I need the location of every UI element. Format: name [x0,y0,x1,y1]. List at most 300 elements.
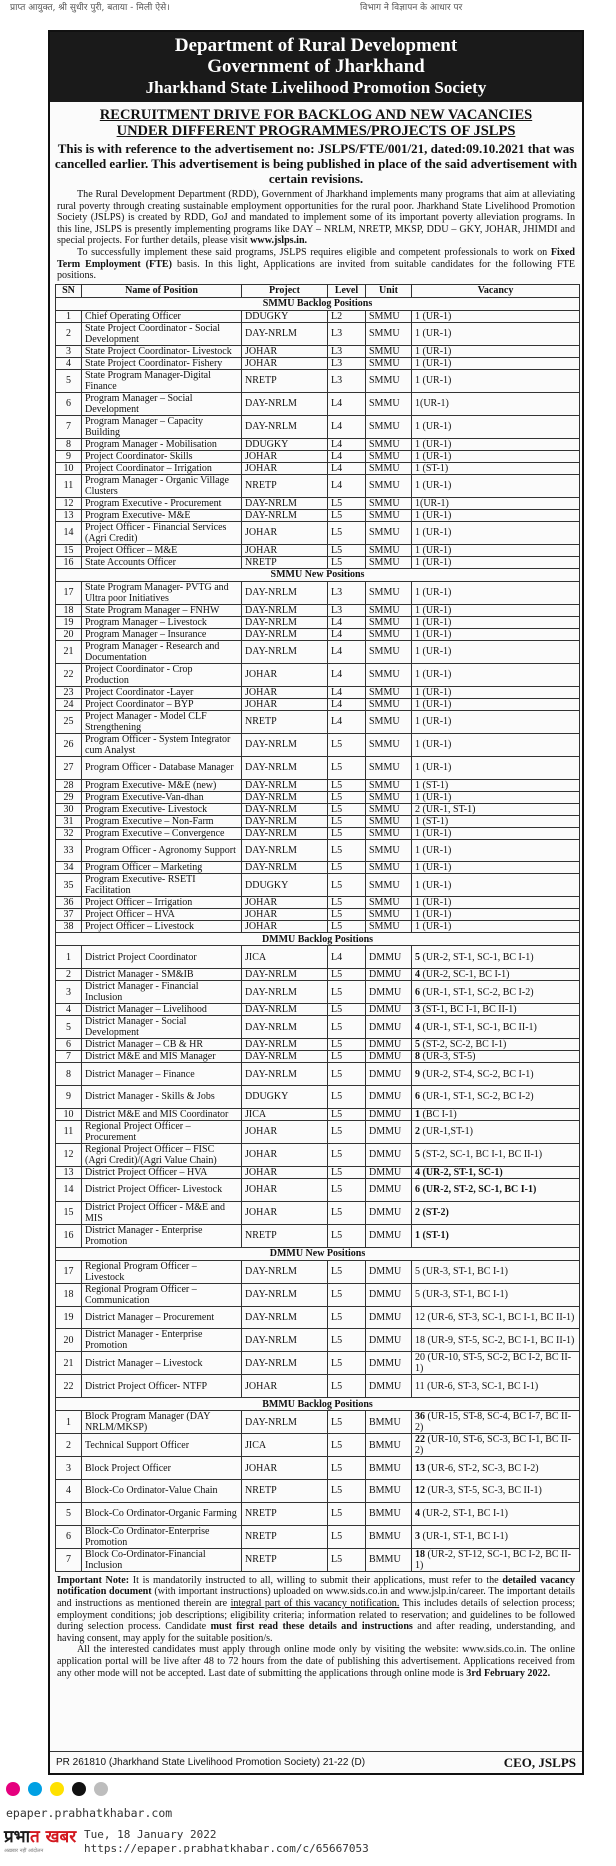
table-row [56,1201,580,1224]
vacancy-cell: 6 (UR-1, ST-1, SC-2, BC I-2) [412,981,580,1004]
project-cell: NRETP [242,1525,328,1548]
unit-cell: SMMU [366,521,412,544]
project-cell: NRETP [242,710,328,733]
table-row [56,909,580,921]
unit-cell: SMMU [366,509,412,521]
level-cell: L5 [328,874,366,897]
sn-cell: 7 [56,1051,82,1063]
signatory: CEO, JSLPS [503,1754,576,1770]
level-cell: L5 [328,921,366,933]
position-cell: Project Manager - Model CLF Strengthening [82,710,242,733]
sn-cell: 19 [56,1306,82,1329]
pr-number: PR 261810 (Jharkhand State Livelihood Promotion Society) 21-22 (D) [56,1757,366,1768]
note-paragraph-2: All the interested candidates must apply through online mode only by visiting the website: www.sids.co.in. The online application portal will be live after 48 to 72 hours from the date of publishing this advertisement. Applications received from any other mode will not be accepted. Last date of submitting the applications through online mode is 3rd February 2022. [57,1644,575,1679]
project-cell: JOHAR [242,544,328,556]
vacancy-cell: 12 (UR-3, ST-5, SC-3, BC II-1) [412,1480,580,1503]
level-cell: L5 [328,1283,366,1306]
position-cell: Block-Co Ordinator-Organic Farming [82,1502,242,1525]
vacancy-cell: 1(UR-1) [412,497,580,509]
color-registration-dots [6,1782,108,1796]
sn-cell: 18 [56,1283,82,1306]
position-cell: Program Executive – Non-Farm [82,815,242,827]
sn-cell: 4 [56,1480,82,1503]
project-cell: NRETP [242,1480,328,1503]
table-row [56,509,580,521]
unit-cell: SMMU [366,710,412,733]
table-row [56,839,580,862]
unit-cell: SMMU [366,310,412,322]
sn-cell: 25 [56,710,82,733]
cyan-dot [28,1782,42,1796]
vacancy-cell: 1 (UR-1) [412,791,580,803]
position-cell: Program Manager – Livestock [82,616,242,628]
sn-cell: 29 [56,791,82,803]
project-cell: DAY-NRLM [242,779,328,791]
note-paragraph-1: Important Note: It is mandatorily instructed to all, willing to submit their applications, must refer to the detailed vacancy notification document (with important instructions) uploaded on www.sids.co.in and www.jslp.in/career. The important details and instructions as mentioned therein are integral part of this vacancy notification. This includes details of selection process; employment conditions; job descriptions; eligibility criteria; information related to reservation; and guidelines to be followed during selection process. Candidate must first read these details and instructions and after reading, understanding, and having consent, may apply for the suitable position/s. [57,1574,576,1644]
position-cell: Chief Operating Officer [82,310,242,322]
project-cell: JICA [242,1108,328,1120]
sn-cell: 6 [56,1039,82,1051]
project-cell: DAY-NRLM [242,1283,328,1306]
table-row [56,1283,580,1306]
table-row [56,497,580,509]
position-cell: District Manager - Financial Inclusion [82,981,242,1004]
vacancy-cell: 1 (UR-1) [412,310,580,322]
section-title: DMMU New Positions [56,1247,580,1260]
logo-text: प्रभात खबर [4,1827,77,1847]
intro-paragraph-1: The Rural Development Department (RDD), Government of Jharkhand implements many programs that aim at alleviating rural poverty through creating sustainable employment opportunities for the rural poor. Jharkhand State Livelihood Promotion Society (JSLPS) is created by RDD, GoJ and mandated to implement some of its important poverty alleviation programs. In this line, JSLPS is presently implementing programs like DAY – NRLM, NRETP, MKSP, DDU – GKY, JOHAR, JHIMDI and special projects. For further details, please visit www.jslps.in. [57,189,575,247]
level-cell: L3 [328,581,366,604]
level-cell: L5 [328,815,366,827]
vacancy-cell: 1 (ST-1) [412,779,580,791]
unit-cell: SMMU [366,779,412,791]
level-cell: L5 [328,1306,366,1329]
position-cell: District M&E and MIS Coordinator [82,1108,242,1120]
sn-cell: 20 [56,1329,82,1352]
level-cell: L5 [328,791,366,803]
unit-cell: DMMU [366,981,412,1004]
level-cell: L5 [328,1166,366,1178]
table-row [56,556,580,568]
col-header: Level [328,284,366,297]
unit-cell: SMMU [366,640,412,663]
table-row [56,628,580,640]
section-title: BMMU Backlog Positions [56,1398,580,1411]
level-cell: L5 [328,1108,366,1120]
table-row [56,581,580,604]
level-cell: L5 [328,556,366,568]
logo-tagline: अख़बार नहीं आंदोलन [4,1848,44,1854]
vacancy-cell: 1 (UR-1) [412,698,580,710]
vacancy-cell: 1 (UR-1) [412,581,580,604]
unit-cell: DMMU [366,1329,412,1352]
level-cell: L5 [328,839,366,862]
unit-cell: SMMU [366,345,412,357]
position-cell: Project Coordinator- Skills [82,450,242,462]
unit-cell: SMMU [366,628,412,640]
project-cell: DAY-NRLM [242,1063,328,1086]
unit-cell: DMMU [366,1178,412,1201]
vacancy-cell: 3 (UR-1, ST-1, BC I-1) [412,1525,580,1548]
position-cell: State Program Manager – FNHW [82,604,242,616]
vacancy-table [55,284,580,1572]
section-header [56,297,580,310]
table-row [56,310,580,322]
unit-cell: SMMU [366,497,412,509]
project-cell: DAY-NRLM [242,862,328,874]
table-header-row [56,284,580,297]
table-row [56,1480,580,1503]
top-strip-left: प्राप्त आयुक्त, श्री सुधीर पुरी, बताया - मिली ऐसे। [10,3,170,13]
position-cell: State Project Coordinator- Fishery [82,357,242,369]
vacancy-cell: 9 (UR-2, ST-4, SC-2, BC I-1) [412,1063,580,1086]
position-cell: District Project Coordinator [82,946,242,969]
level-cell: L5 [328,1260,366,1283]
position-cell: Regional Program Officer – Livestock [82,1260,242,1283]
project-cell: JOHAR [242,450,328,462]
project-cell: DAY-NRLM [242,616,328,628]
project-cell: NRETP [242,1224,328,1247]
position-cell: Project Coordinator -Layer [82,686,242,698]
project-cell: DAY-NRLM [242,392,328,415]
table-row [56,521,580,544]
project-cell: JOHAR [242,663,328,686]
position-cell: Regional Program Officer – Communication [82,1283,242,1306]
unit-cell: SMMU [366,815,412,827]
vacancy-cell: 1 (UR-1) [412,450,580,462]
sn-cell: 24 [56,698,82,710]
unit-cell: DMMU [366,1108,412,1120]
sn-cell: 14 [56,1178,82,1201]
position-cell: Program Officer – Marketing [82,862,242,874]
level-cell: L5 [328,1039,366,1051]
table-row [56,1085,580,1108]
level-cell: L5 [328,756,366,779]
table-row [56,756,580,779]
level-cell: L4 [328,415,366,438]
table-row [56,345,580,357]
vacancy-cell: 1 (UR-1) [412,663,580,686]
project-cell: JOHAR [242,1166,328,1178]
sn-cell: 1 [56,310,82,322]
unit-cell: BMMU [366,1434,412,1457]
unit-cell: SMMU [366,756,412,779]
epaper-site[interactable]: epaper.prabhatkhabar.com [6,1806,173,1820]
position-cell: Program Executive - Procurement [82,497,242,509]
unit-cell: DMMU [366,1143,412,1166]
sn-cell: 1 [56,946,82,969]
project-cell: JICA [242,946,328,969]
table-row [56,686,580,698]
level-cell: L4 [328,474,366,497]
table-row [56,946,580,969]
project-cell: DAY-NRLM [242,827,328,839]
unit-cell: DMMU [366,1224,412,1247]
magenta-dot [6,1782,20,1796]
table-row [56,462,580,474]
level-cell: L5 [328,544,366,556]
position-cell: District Manager – Finance [82,1063,242,1086]
position-cell: State Project Coordinator - Social Development [82,322,242,345]
level-cell: L5 [328,1502,366,1525]
project-cell: DAY-NRLM [242,1306,328,1329]
project-cell: DAY-NRLM [242,1260,328,1283]
table-row [56,897,580,909]
position-cell: Block-Co Ordinator-Value Chain [82,1480,242,1503]
project-cell: JICA [242,1434,328,1457]
sn-cell: 15 [56,1201,82,1224]
sn-cell: 26 [56,733,82,756]
edition-date: Tue, 18 January 2022 [84,1828,217,1841]
sn-cell: 10 [56,462,82,474]
table-row [56,1051,580,1063]
project-cell: JOHAR [242,1143,328,1166]
position-cell: District Project Officer - M&E and MIS [82,1201,242,1224]
sn-cell: 2 [56,322,82,345]
vacancy-cell: 1 (UR-1) [412,874,580,897]
sn-cell: 6 [56,392,82,415]
vacancy-cell: 1 (UR-1) [412,509,580,521]
unit-cell: SMMU [366,663,412,686]
intro-paragraph-2: To successfully implement these said programs, JSLPS requires eligible and competent professionals to work on Fixed Term Employment (FTE) basis. In this light, Applications are invited from suitable candidates for the following FTE positions. [57,246,575,282]
unit-cell: DMMU [366,1016,412,1039]
sn-cell: 27 [56,756,82,779]
project-cell: DAY-NRLM [242,628,328,640]
unit-cell: SMMU [366,862,412,874]
table-row [56,369,580,392]
vacancy-cell: 1 (UR-1) [412,839,580,862]
vacancy-cell: 1 (UR-1) [412,415,580,438]
unit-cell: DMMU [366,946,412,969]
vacancy-cell: 1(UR-1) [412,392,580,415]
vacancy-cell: 1 (UR-1) [412,710,580,733]
table-row [56,779,580,791]
level-cell: L5 [328,1329,366,1352]
vacancy-cell: 5 (UR-3, ST-1, BC I-1) [412,1260,580,1283]
sn-cell: 7 [56,415,82,438]
vacancy-cell: 4 (UR-1, ST-1, SC-1, BC II-1) [412,1016,580,1039]
vacancy-cell: 1 (ST-1) [412,1224,580,1247]
level-cell: L5 [328,909,366,921]
level-cell: L5 [328,1434,366,1457]
black-dot [72,1782,86,1796]
vacancy-cell: 1 (UR-1) [412,897,580,909]
sn-cell: 33 [56,839,82,862]
col-header: SN [56,284,82,297]
table-row [56,604,580,616]
project-cell: DAY-NRLM [242,839,328,862]
unit-cell: BMMU [366,1457,412,1480]
unit-cell: SMMU [366,357,412,369]
sn-cell: 38 [56,921,82,933]
vacancy-cell: 6 (UR-1, ST-1, SC-2, BC I-2) [412,1085,580,1108]
table-row [56,1352,580,1375]
project-cell: JOHAR [242,921,328,933]
table-row [56,640,580,663]
project-cell: DAY-NRLM [242,1016,328,1039]
vacancy-cell: 11 (UR-6, ST-3, SC-1, BC I-1) [412,1375,580,1398]
unit-cell: SMMU [366,474,412,497]
project-cell: DAY-NRLM [242,509,328,521]
position-cell: Program Executive – Convergence [82,827,242,839]
position-cell: Block-Co Ordinator-Enterprise Promotion [82,1525,242,1548]
level-cell: L4 [328,462,366,474]
level-cell: L3 [328,345,366,357]
ad-footer [50,1751,582,1773]
top-strip-right: विभाग ने विज्ञापन के आधार पर [360,3,463,13]
grey-dot [94,1782,108,1796]
level-cell: L5 [328,1143,366,1166]
unit-cell: SMMU [366,369,412,392]
position-cell: Program Executive- RSETI Facilitation [82,874,242,897]
table-row [56,1178,580,1201]
sn-cell: 16 [56,1224,82,1247]
position-cell: District Manager - SM&IB [82,969,242,981]
drive-title-1: RECRUITMENT DRIVE FOR BACKLOG AND NEW VACANCIES [99,107,533,123]
sn-cell: 12 [56,497,82,509]
unit-cell: SMMU [366,604,412,616]
unit-cell: SMMU [366,827,412,839]
table-row [56,827,580,839]
vacancy-cell: 20 (UR-10, ST-5, SC-2, BC I-2, BC II-1) [412,1352,580,1375]
vacancy-cell: 1 (UR-1) [412,921,580,933]
sn-cell: 2 [56,1434,82,1457]
jslps-website: www.jslps.in. [250,235,308,247]
level-cell: L5 [328,1201,366,1224]
section-header [56,568,580,581]
sn-cell: 37 [56,909,82,921]
position-cell: Project Officer – Irrigation [82,897,242,909]
project-cell: DAY-NRLM [242,815,328,827]
vacancy-cell: 1 (UR-1) [412,345,580,357]
unit-cell: SMMU [366,322,412,345]
table-row [56,415,580,438]
level-cell: L5 [328,897,366,909]
table-row [56,1434,580,1457]
level-cell: L4 [328,663,366,686]
sn-cell: 21 [56,1352,82,1375]
last-date: 3rd February 2022. [466,1667,551,1679]
table-row [56,1457,580,1480]
position-cell: State Program Manager-Digital Finance [82,369,242,392]
position-cell: Regional Project Officer – Procurement [82,1120,242,1143]
sn-cell: 9 [56,450,82,462]
sn-cell: 35 [56,874,82,897]
level-cell: L4 [328,616,366,628]
vacancy-cell: 4 (UR-2, ST-1, SC-1) [412,1166,580,1178]
vacancy-cell: 1 (ST-1) [412,462,580,474]
unit-cell: DMMU [366,1283,412,1306]
table-row [56,663,580,686]
sn-cell: 1 [56,1411,82,1434]
unit-cell: SMMU [366,874,412,897]
unit-cell: DMMU [366,1085,412,1108]
sn-cell: 23 [56,686,82,698]
sn-cell: 21 [56,640,82,663]
table-row [56,1224,580,1247]
sn-cell: 8 [56,1063,82,1086]
vacancy-cell: 5 (UR-2, ST-1, SC-1, BC I-1) [412,946,580,969]
sn-cell: 5 [56,369,82,392]
vacancy-cell: 5 (ST-2, SC-2, BC I-1) [412,1039,580,1051]
vacancy-cell: 1 (UR-1) [412,862,580,874]
vacancy-cell: 1 (UR-1) [412,827,580,839]
level-cell: L5 [328,497,366,509]
table-row [56,392,580,415]
unit-cell: SMMU [366,556,412,568]
level-cell: L5 [328,1480,366,1503]
position-cell: State Program Manager- PVTG and Ultra poor Initiatives [82,581,242,604]
level-cell: L4 [328,686,366,698]
position-cell: Program Manager – Insurance [82,628,242,640]
unit-cell: SMMU [366,733,412,756]
prabhat-khabar-logo [4,1826,82,1860]
sn-cell: 8 [56,438,82,450]
sn-cell: 11 [56,474,82,497]
position-cell: District Manager – CB & HR [82,1039,242,1051]
level-cell: L5 [328,1352,366,1375]
position-cell: Regional Project Officer – FISC (Agri Credit)/(Agri Value Chain) [82,1143,242,1166]
position-cell: District Project Officer- NTFP [82,1375,242,1398]
sn-cell: 28 [56,779,82,791]
table-row [56,616,580,628]
vacancy-cell: 4 (UR-2, ST-1, BC I-1) [412,1502,580,1525]
vacancy-cell: 1 (UR-1) [412,474,580,497]
project-cell: NRETP [242,1548,328,1571]
unit-cell: SMMU [366,616,412,628]
vacancy-cell: 1 (UR-1) [412,357,580,369]
project-cell: DAY-NRLM [242,969,328,981]
edition-url[interactable]: https://epaper.prabhatkhabar.com/c/65667053 [84,1842,369,1855]
edition-info [84,1828,369,1856]
level-cell: L4 [328,450,366,462]
project-cell: DAY-NRLM [242,791,328,803]
level-cell: L4 [328,628,366,640]
col-header: Unit [366,284,412,297]
position-cell: Project Officer - Financial Services (Agri Credit) [82,521,242,544]
unit-cell: DMMU [366,1260,412,1283]
position-cell: District Manager – Livelihood [82,1004,242,1016]
sn-cell: 22 [56,1375,82,1398]
sn-cell: 13 [56,509,82,521]
project-cell: JOHAR [242,686,328,698]
vacancy-cell: 3 (ST-1, BC I-1, BC II-1) [412,1004,580,1016]
table-row [56,1120,580,1143]
level-cell: L2 [328,310,366,322]
position-cell: Program Executive-Van-dhan [82,791,242,803]
unit-cell: SMMU [366,450,412,462]
section-header [56,1398,580,1411]
department-title: Department of Rural Development [174,35,458,56]
project-cell: DAY-NRLM [242,803,328,815]
table-row [56,1375,580,1398]
vacancy-cell: 1 (UR-1) [412,756,580,779]
project-cell: JOHAR [242,521,328,544]
vacancy-cell: 1 (UR-1) [412,909,580,921]
table-row [56,322,580,345]
unit-cell: SMMU [366,581,412,604]
sn-cell: 15 [56,544,82,556]
position-cell: Program Manager - Organic Village Clusters [82,474,242,497]
level-cell: L5 [328,779,366,791]
project-cell: JOHAR [242,1375,328,1398]
unit-cell: DMMU [366,1166,412,1178]
position-cell: Program Executive- M&E [82,509,242,521]
project-cell: DAY-NRLM [242,604,328,616]
unit-cell: SMMU [366,686,412,698]
level-cell: L5 [328,827,366,839]
vacancy-cell: 2 (UR-1,ST-1) [412,1120,580,1143]
